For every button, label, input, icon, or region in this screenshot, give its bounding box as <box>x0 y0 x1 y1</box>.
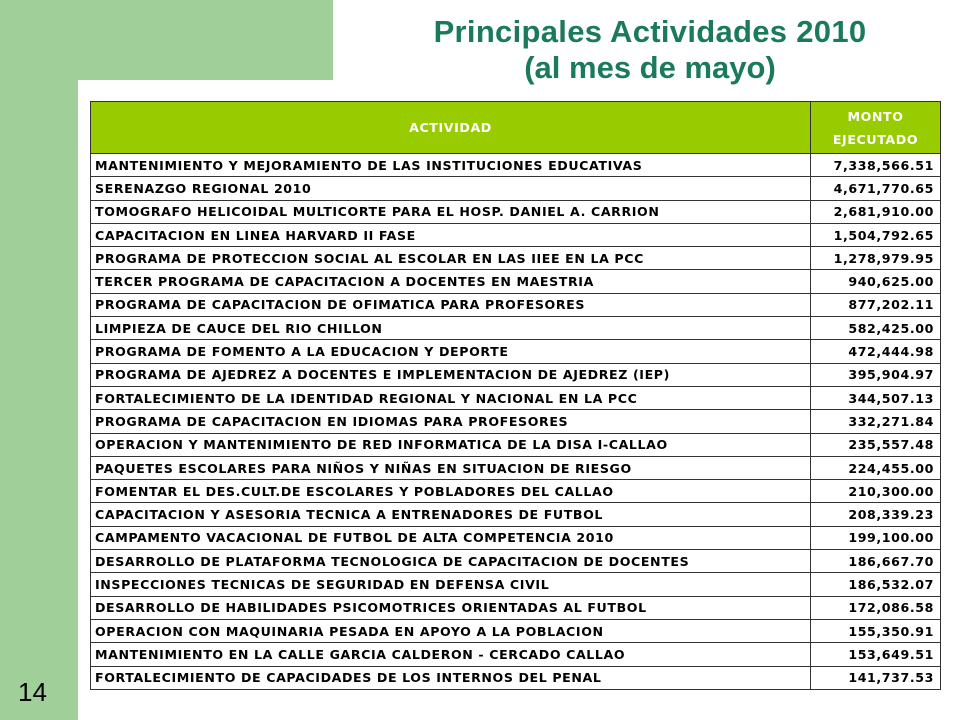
activity-cell: CAPACITACION Y ASESORIA TECNICA A ENTRENADORES DE FUTBOL <box>91 503 811 526</box>
activity-cell: INSPECCIONES TECNICAS DE SEGURIDAD EN DEFENSA CIVIL <box>91 573 811 596</box>
table-row <box>91 666 941 689</box>
amount-cell: 395,904.97 <box>811 363 941 386</box>
table-row <box>91 200 941 223</box>
table-row <box>91 363 941 386</box>
amount-cell: 224,455.00 <box>811 456 941 479</box>
amount-cell: 186,667.70 <box>811 550 941 573</box>
table-row <box>91 456 941 479</box>
amount-cell: 344,507.13 <box>811 386 941 409</box>
activity-cell: TOMOGRAFO HELICOIDAL MULTICORTE PARA EL HOSP. DANIEL A. CARRION <box>91 200 811 223</box>
page-title <box>380 14 920 86</box>
activity-cell: OPERACION CON MAQUINARIA PESADA EN APOYO A LA POBLACION <box>91 619 811 642</box>
amount-cell: 877,202.11 <box>811 293 941 316</box>
activity-cell: MANTENIMIENTO EN LA CALLE GARCIA CALDERON - CERCADO CALLAO <box>91 643 811 666</box>
activity-cell: PROGRAMA DE CAPACITACION DE OFIMATICA PARA PROFESORES <box>91 293 811 316</box>
amount-cell: 940,625.00 <box>811 270 941 293</box>
table-row <box>91 270 941 293</box>
table-row <box>91 247 941 270</box>
activity-cell: SERENAZGO REGIONAL 2010 <box>91 177 811 200</box>
activity-cell: FORTALECIMIENTO DE CAPACIDADES DE LOS INTERNOS DEL PENAL <box>91 666 811 689</box>
title-line-2: (al mes de mayo) <box>524 50 776 85</box>
table-row <box>91 643 941 666</box>
amount-cell: 4,671,770.65 <box>811 177 941 200</box>
table-row <box>91 550 941 573</box>
activity-cell: CAPACITACION EN LINEA HARVARD II FASE <box>91 223 811 246</box>
activity-cell: PROGRAMA DE AJEDREZ A DOCENTES E IMPLEMENTACION DE AJEDREZ (IEP) <box>91 363 811 386</box>
amount-cell: 582,425.00 <box>811 317 941 340</box>
activity-cell: PROGRAMA DE PROTECCION SOCIAL AL ESCOLAR EN LAS IIEE EN LA PCC <box>91 247 811 270</box>
table-row <box>91 480 941 503</box>
amount-cell: 199,100.00 <box>811 526 941 549</box>
page-number: 14 <box>18 677 47 707</box>
activity-cell: TERCER PROGRAMA DE CAPACITACION A DOCENTES EN MAESTRIA <box>91 270 811 293</box>
activity-cell: CAMPAMENTO VACACIONAL DE FUTBOL DE ALTA COMPETENCIA 2010 <box>91 526 811 549</box>
table-row <box>91 223 941 246</box>
activities-table <box>90 101 941 690</box>
header-amount-line2: EJECUTADO <box>832 131 919 147</box>
title-line-1: Principales Actividades 2010 <box>433 14 867 49</box>
activity-cell: DESARROLLO DE HABILIDADES PSICOMOTRICES ORIENTADAS AL FUTBOL <box>91 596 811 619</box>
table-row <box>91 573 941 596</box>
header-activity: ACTIVIDAD <box>91 102 811 154</box>
activity-cell: PAQUETES ESCOLARES PARA NIÑOS Y NIÑAS EN SITUACION DE RIESGO <box>91 456 811 479</box>
table-body <box>91 154 941 690</box>
table-row <box>91 596 941 619</box>
table-row <box>91 177 941 200</box>
header-amount-line1: MONTO <box>847 108 904 124</box>
activity-cell: FOMENTAR EL DES.CULT.DE ESCOLARES Y POBLADORES DEL CALLAO <box>91 480 811 503</box>
amount-cell: 235,557.48 <box>811 433 941 456</box>
amount-cell: 208,339.23 <box>811 503 941 526</box>
amount-cell: 186,532.07 <box>811 573 941 596</box>
activity-cell: PROGRAMA DE CAPACITACION EN IDIOMAS PARA PROFESORES <box>91 410 811 433</box>
amount-cell: 155,350.91 <box>811 619 941 642</box>
activity-cell: LIMPIEZA DE CAUCE DEL RIO CHILLON <box>91 317 811 340</box>
table-row <box>91 410 941 433</box>
amount-cell: 210,300.00 <box>811 480 941 503</box>
amount-cell: 141,737.53 <box>811 666 941 689</box>
amount-cell: 2,681,910.00 <box>811 200 941 223</box>
activity-cell: PROGRAMA DE FOMENTO A LA EDUCACION Y DEPORTE <box>91 340 811 363</box>
amount-cell: 153,649.51 <box>811 643 941 666</box>
table-row <box>91 503 941 526</box>
table-row <box>91 386 941 409</box>
amount-cell: 172,086.58 <box>811 596 941 619</box>
amount-cell: 1,278,979.95 <box>811 247 941 270</box>
activity-cell: DESARROLLO DE PLATAFORMA TECNOLOGICA DE CAPACITACION DE DOCENTES <box>91 550 811 573</box>
activity-cell: MANTENIMIENTO Y MEJORAMIENTO DE LAS INSTITUCIONES EDUCATIVAS <box>91 154 811 177</box>
table-row <box>91 619 941 642</box>
table-row <box>91 526 941 549</box>
table-row <box>91 293 941 316</box>
amount-cell: 7,338,566.51 <box>811 154 941 177</box>
header-amount <box>811 102 941 154</box>
amount-cell: 472,444.98 <box>811 340 941 363</box>
activity-cell: OPERACION Y MANTENIMIENTO DE RED INFORMATICA DE LA DISA I-CALLAO <box>91 433 811 456</box>
table-row <box>91 433 941 456</box>
activity-cell: FORTALECIMIENTO DE LA IDENTIDAD REGIONAL Y NACIONAL EN LA PCC <box>91 386 811 409</box>
table-row <box>91 317 941 340</box>
table-header-row <box>91 102 941 154</box>
amount-cell: 332,271.84 <box>811 410 941 433</box>
table-row <box>91 340 941 363</box>
table-row <box>91 154 941 177</box>
amount-cell: 1,504,792.65 <box>811 223 941 246</box>
decorative-green-band-left <box>0 0 78 720</box>
